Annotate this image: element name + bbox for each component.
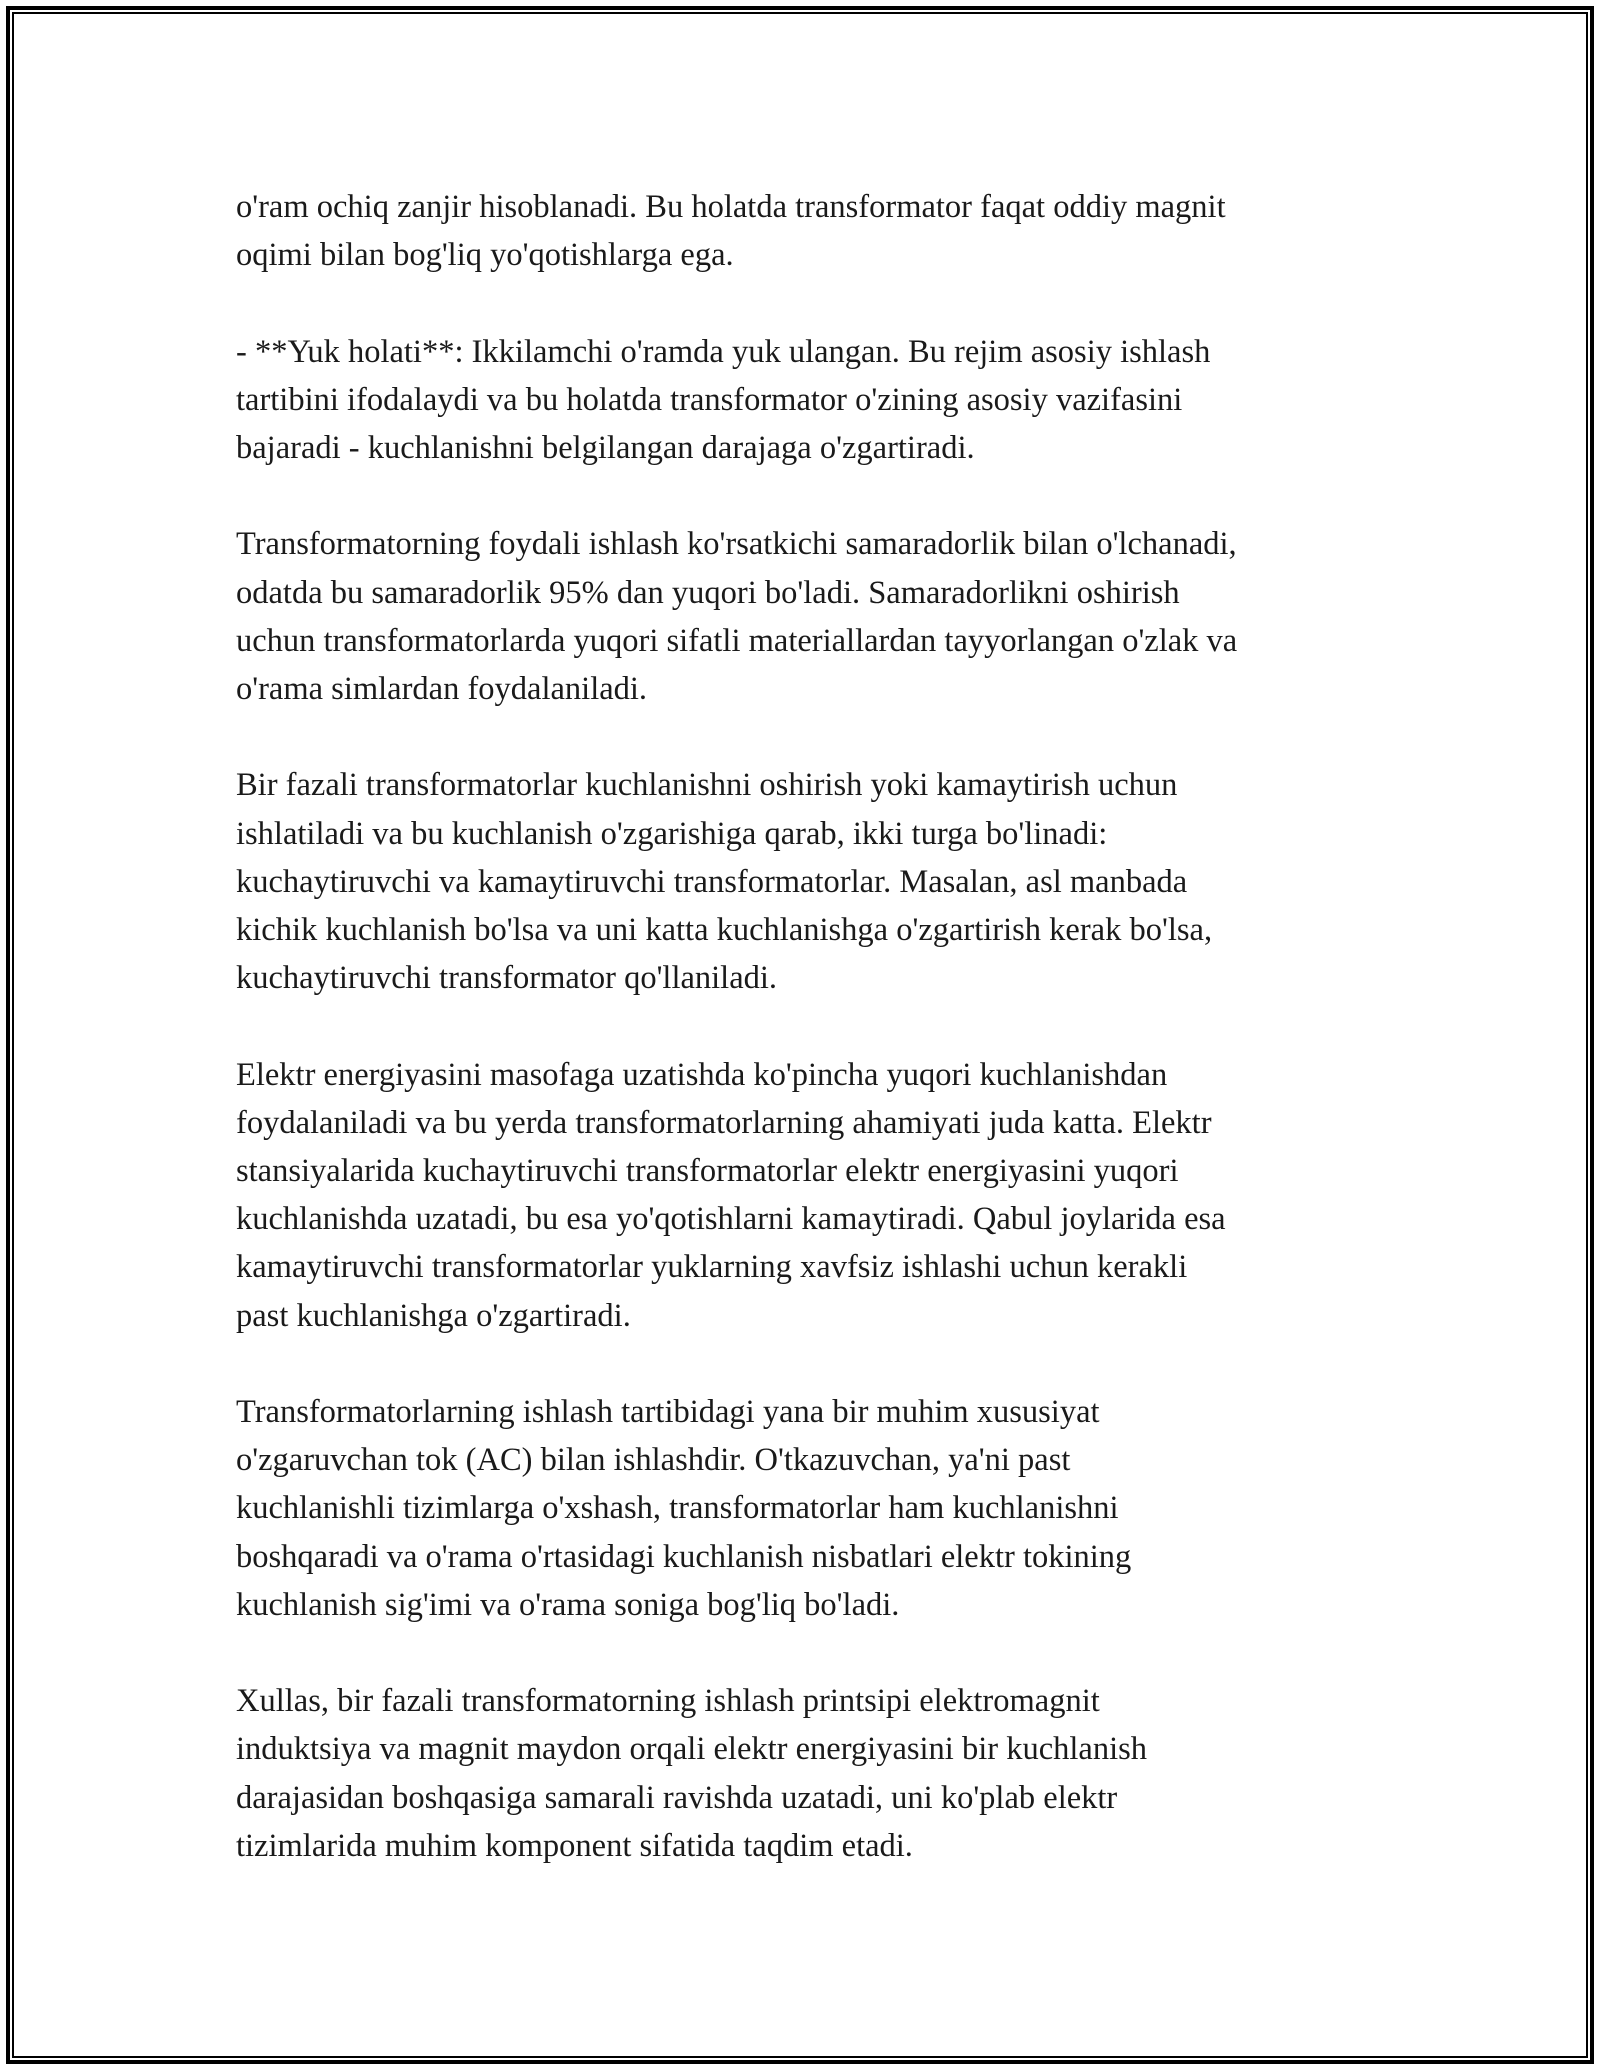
text-line: kamaytiruvchi transformatorlar yuklarning xavfsiz ishlashi uchun kerakli (236, 1249, 1188, 1286)
text-line: induktsiya va magnit maydon orqali elektr energiyasini bir kuchlanish (236, 1731, 1147, 1768)
text-line: ishlatiladi va bu kuchlanish o'zgarishiga qarab, ikki turga bo'linadi: (236, 815, 1108, 852)
text-line: o'zgaruvchan tok (AC) bilan ishlashdir. O'tkazuvchan, ya'ni past (236, 1442, 1071, 1479)
text-line: kichik kuchlanish bo'lsa va uni katta kuchlanishga o'zgartirish kerak bo'lsa, (236, 912, 1213, 948)
paragraph (236, 1051, 1376, 1340)
text-line: kuchaytiruvchi va kamaytiruvchi transformatorlar. Masalan, asl manbada (236, 863, 1188, 900)
text-line: kuchlanishda uzatadi, bu esa yo'qotishlarni kamaytiradi. Qabul joylarida esa (236, 1201, 1226, 1238)
paragraph (236, 520, 1376, 713)
text-line: tartibini ifodalaydi va bu holatda transformator o'zining asosiy vazifasini (236, 381, 1183, 418)
text-line: tizimlarida muhim komponent sifatida taqdim etadi. (236, 1827, 913, 1864)
text-line: kuchaytiruvchi transformator qo'llaniladi. (236, 960, 778, 997)
text-line: boshqaradi va o'rama o'rtasidagi kuchlanish nisbatlari elektr tokining (236, 1538, 1132, 1575)
paragraph (236, 328, 1376, 473)
document-body (236, 183, 1376, 1918)
paragraph (236, 1677, 1376, 1870)
text-line: oqimi bilan bog'liq yo'qotishlarga ega. (236, 237, 734, 274)
text-line: past kuchlanishga o'zgartiradi. (236, 1297, 631, 1334)
paragraph (236, 1388, 1376, 1629)
text-line: odatda bu samaradorlik 95% dan yuqori bo'ladi. Samaradorlikni oshirish (236, 574, 1180, 611)
text-line: stansiyalarida kuchaytiruvchi transformatorlar elektr energiyasini yuqori (236, 1153, 1179, 1189)
text-line: Transformatorlarning ishlash tartibidagi yana bir muhim xususiyat (236, 1394, 1100, 1430)
text-line: darajasidan boshqasiga samarali ravishda uzatadi, uni ko'plab elektr (236, 1779, 1118, 1816)
paragraph (236, 761, 1376, 1002)
paragraph (236, 183, 1376, 279)
text-line: - **Yuk holati**: Ikkilamchi o'ramda yuk ulangan. Bu rejim asosiy ishlash (236, 333, 1211, 370)
text-line: o'ram ochiq zanjir hisoblanadi. Bu holatda transformator faqat oddiy magnit (236, 189, 1226, 225)
text-line: Transformatorning foydali ishlash ko'rsatkichi samaradorlik bilan o'lchanadi, (236, 526, 1237, 563)
text-line: Xullas, bir fazali transformatorning ishlash printsipi elektromagnit (236, 1683, 1100, 1720)
text-line: foydalaniladi va bu yerda transformatorlarning ahamiyati juda katta. Elektr (236, 1104, 1212, 1141)
text-line: Bir fazali transformatorlar kuchlanishni oshirish yoki kamaytirish uchun (236, 767, 1178, 804)
text-line: kuchlanish sig'imi va o'rama soniga bog'liq bo'ladi. (236, 1586, 900, 1623)
text-line: bajaradi - kuchlanishni belgilangan darajaga o'zgartiradi. (236, 430, 975, 466)
text-line: uchun transformatorlarda yuqori sifatli materiallardan tayyorlangan o'zlak va (236, 622, 1238, 659)
text-line: o'rama simlardan foydalaniladi. (236, 671, 648, 707)
text-line: Elektr energiyasini masofaga uzatishda ko'pincha yuqori kuchlanishdan (236, 1056, 1168, 1093)
text-line: kuchlanishli tizimlarga o'xshash, transformatorlar ham kuchlanishni (236, 1490, 1119, 1527)
